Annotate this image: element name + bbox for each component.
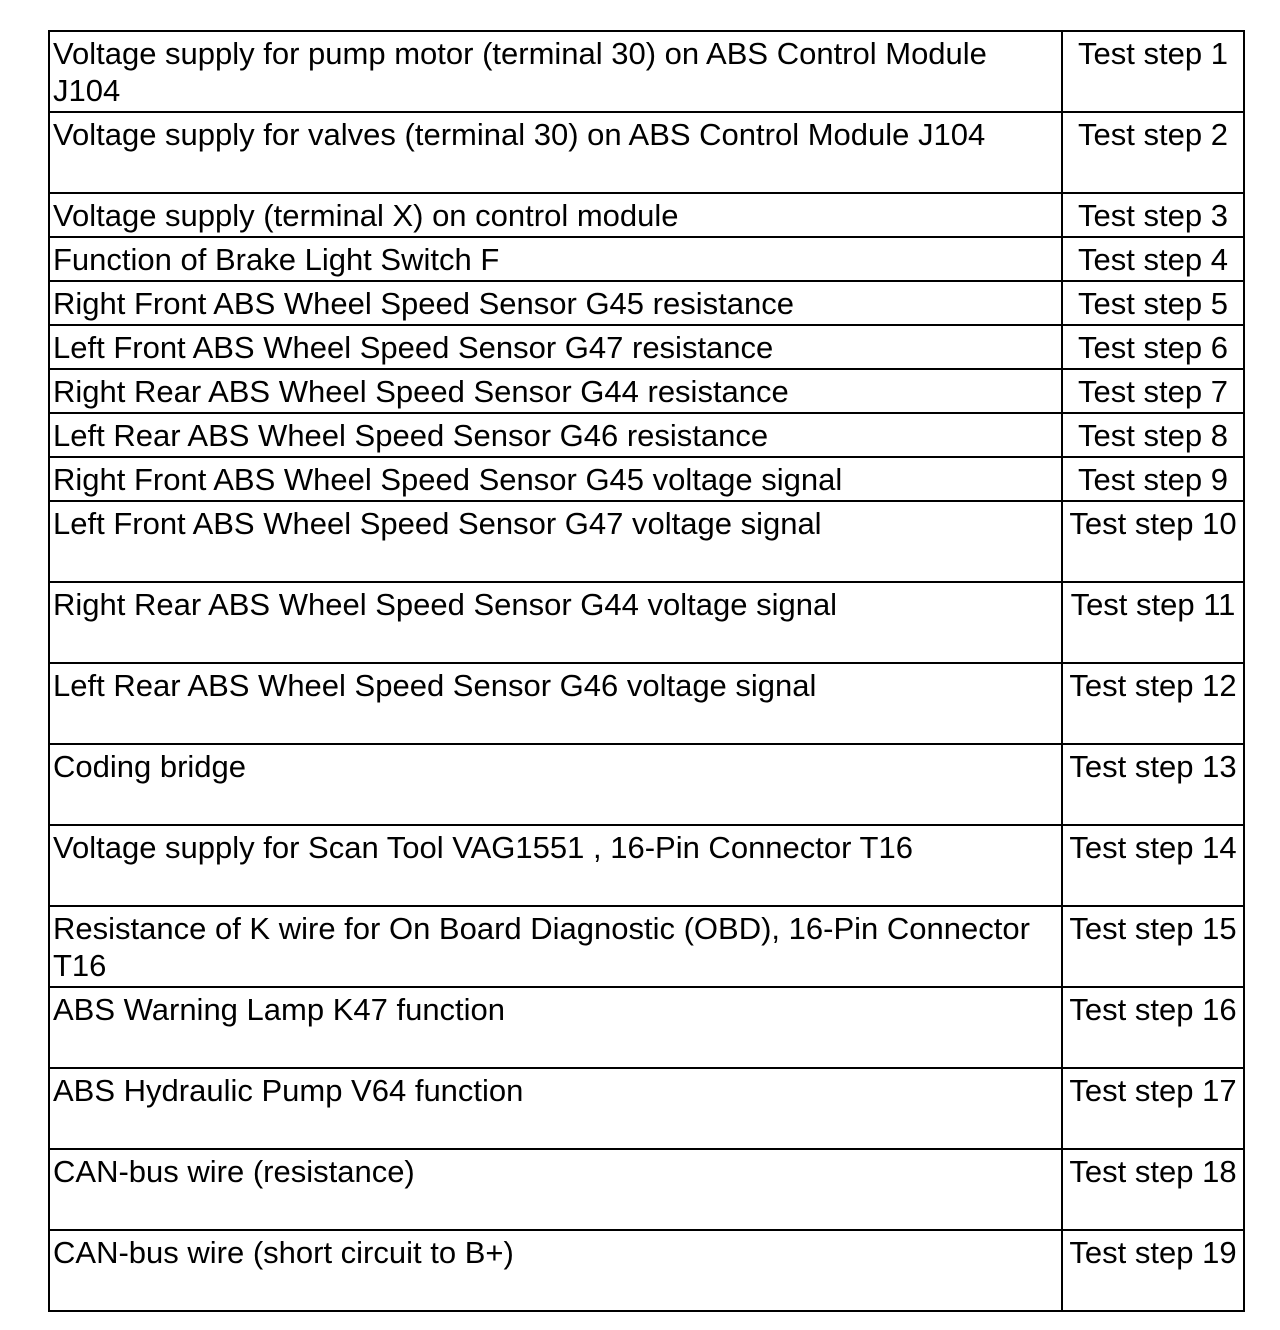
test-step-cell: Test step 5 (1062, 281, 1244, 325)
test-step-cell: Test step 12 (1062, 663, 1244, 744)
test-step-cell: Test step 2 (1062, 112, 1244, 193)
test-step-cell: Test step 16 (1062, 987, 1244, 1068)
table-row (49, 663, 1244, 744)
table-row (49, 744, 1244, 825)
test-description-cell: Left Rear ABS Wheel Speed Sensor G46 voltage signal (49, 663, 1062, 744)
test-step-cell: Test step 13 (1062, 744, 1244, 825)
test-description-cell: Left Rear ABS Wheel Speed Sensor G46 resistance (49, 413, 1062, 457)
test-description-cell: Voltage supply for Scan Tool VAG1551 , 16-Pin Connector T16 (49, 825, 1062, 906)
table-row (49, 1149, 1244, 1230)
table-row (49, 413, 1244, 457)
table-row (49, 987, 1244, 1068)
test-steps-table (48, 30, 1245, 1312)
test-step-cell: Test step 7 (1062, 369, 1244, 413)
test-description-cell: Resistance of K wire for On Board Diagnostic (OBD), 16-Pin Connector T16 (49, 906, 1062, 987)
test-description-cell: Left Front ABS Wheel Speed Sensor G47 resistance (49, 325, 1062, 369)
test-step-cell: Test step 19 (1062, 1230, 1244, 1311)
test-description-cell: CAN-bus wire (short circuit to B+) (49, 1230, 1062, 1311)
table-row (49, 1068, 1244, 1149)
test-step-cell: Test step 18 (1062, 1149, 1244, 1230)
table-row (49, 906, 1244, 987)
table-row (49, 281, 1244, 325)
test-step-cell: Test step 4 (1062, 237, 1244, 281)
test-description-cell: Coding bridge (49, 744, 1062, 825)
table-row (49, 1230, 1244, 1311)
table-row (49, 582, 1244, 663)
table-row (49, 501, 1244, 582)
test-description-cell: Voltage supply for pump motor (terminal 30) on ABS Control Module J104 (49, 31, 1062, 112)
test-step-cell: Test step 10 (1062, 501, 1244, 582)
test-step-cell: Test step 15 (1062, 906, 1244, 987)
test-description-cell: Right Front ABS Wheel Speed Sensor G45 resistance (49, 281, 1062, 325)
test-description-cell: ABS Hydraulic Pump V64 function (49, 1068, 1062, 1149)
test-step-cell: Test step 6 (1062, 325, 1244, 369)
table-row (49, 369, 1244, 413)
test-step-cell: Test step 8 (1062, 413, 1244, 457)
table-row (49, 325, 1244, 369)
table-row (49, 193, 1244, 237)
table-row (49, 31, 1244, 112)
test-step-cell: Test step 9 (1062, 457, 1244, 501)
test-step-cell: Test step 3 (1062, 193, 1244, 237)
test-steps-table-body (49, 31, 1244, 1311)
test-description-cell: Voltage supply for valves (terminal 30) on ABS Control Module J104 (49, 112, 1062, 193)
test-description-cell: Voltage supply (terminal X) on control module (49, 193, 1062, 237)
test-step-cell: Test step 17 (1062, 1068, 1244, 1149)
table-row (49, 457, 1244, 501)
table-row (49, 237, 1244, 281)
test-description-cell: Right Front ABS Wheel Speed Sensor G45 voltage signal (49, 457, 1062, 501)
test-description-cell: Right Rear ABS Wheel Speed Sensor G44 voltage signal (49, 582, 1062, 663)
test-step-cell: Test step 1 (1062, 31, 1244, 112)
table-row (49, 825, 1244, 906)
test-description-cell: ABS Warning Lamp K47 function (49, 987, 1062, 1068)
test-step-cell: Test step 14 (1062, 825, 1244, 906)
test-description-cell: Function of Brake Light Switch F (49, 237, 1062, 281)
test-description-cell: CAN-bus wire (resistance) (49, 1149, 1062, 1230)
table-row (49, 112, 1244, 193)
test-step-cell: Test step 11 (1062, 582, 1244, 663)
test-description-cell: Left Front ABS Wheel Speed Sensor G47 voltage signal (49, 501, 1062, 582)
test-description-cell: Right Rear ABS Wheel Speed Sensor G44 resistance (49, 369, 1062, 413)
